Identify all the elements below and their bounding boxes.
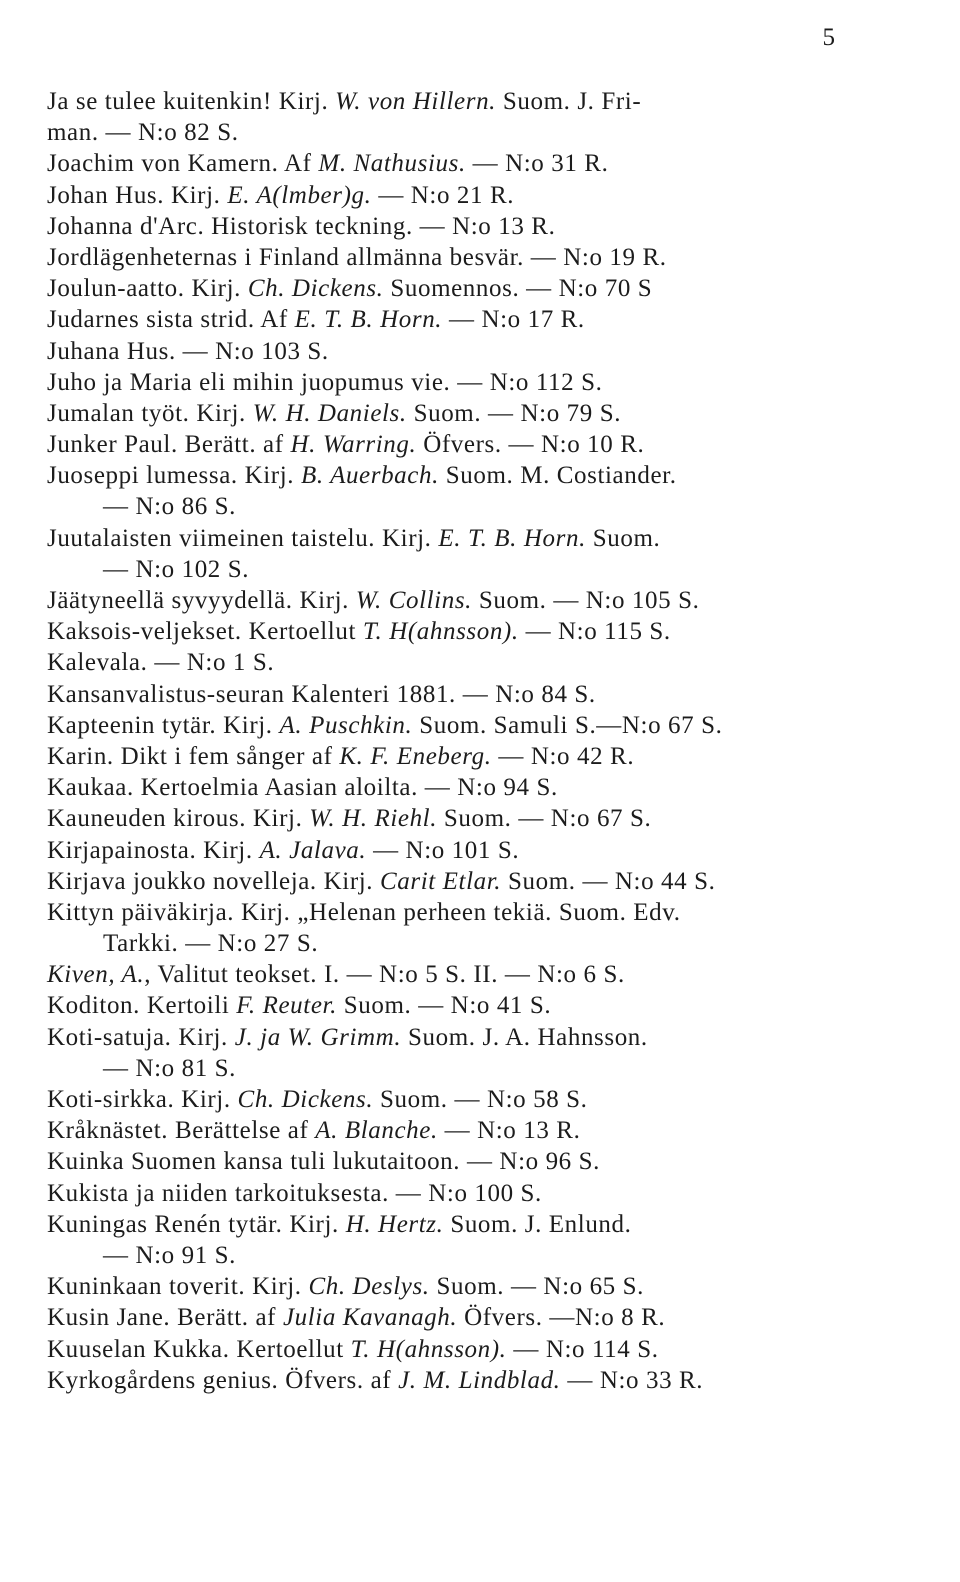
entry-segment: Kråknästet. Berättelse af xyxy=(47,1117,316,1145)
author-name-italic: Julia Kavanagh. xyxy=(282,1304,458,1332)
entry-text xyxy=(47,1209,631,1240)
entry-text xyxy=(47,460,677,491)
entry-segment: — N:o 17 R. xyxy=(442,306,585,334)
entry-segment: Jäätyneellä syvyydellä. Kirj. xyxy=(47,587,356,614)
author-name-italic: T. H(ahnsson). xyxy=(350,1335,507,1363)
entry-text xyxy=(47,835,519,866)
entry-segment: Karin. Dikt i fem sånger af xyxy=(47,742,340,770)
index-entry-line xyxy=(47,117,867,148)
index-entry-line xyxy=(47,1084,867,1115)
entry-segment: Joachim von Kamern. Af xyxy=(47,150,319,178)
entry-segment: Koditon. Kertoili xyxy=(47,992,237,1020)
entry-segment: — N:o 42 R. xyxy=(491,742,635,770)
entry-segment: Kuninkaan toverit. Kirj. xyxy=(47,1273,309,1301)
entry-text xyxy=(47,1334,659,1365)
entry-segment: — N:o 91 S. xyxy=(103,1241,237,1269)
index-entry-line xyxy=(47,273,867,304)
author-name-italic: A. Puschkin. xyxy=(279,711,413,739)
entry-text xyxy=(47,710,722,741)
entry-text xyxy=(103,928,318,959)
entry-segment: Kaukaa. Kertoelmia Aasian aloilta. — N:o 94 S. xyxy=(47,774,558,802)
entry-text xyxy=(103,491,236,522)
index-entry-line xyxy=(47,180,867,211)
entry-text xyxy=(47,1178,542,1209)
entry-segment: Johan Hus. Kirj. xyxy=(47,181,228,209)
index-entry-line xyxy=(47,616,867,647)
entry-segment: Johanna d'Arc. Historisk teckning. — N:o 13 R. xyxy=(47,212,556,240)
index-entry-line xyxy=(47,1302,867,1333)
entry-segment: Suom. — N:o 44 S. xyxy=(501,867,716,895)
index-entry-line xyxy=(47,741,867,772)
author-name-italic: Ch. Dickens. xyxy=(247,275,384,303)
entry-text xyxy=(47,304,585,335)
index-entry-line xyxy=(47,86,867,117)
entry-segment: Suom. J. Fri- xyxy=(496,88,642,115)
author-name-italic: M. Nathusius. xyxy=(318,150,466,178)
entry-segment: Kapteenin tytär. Kirj. xyxy=(47,711,280,739)
entry-segment: Kukista ja niiden tarkoituksesta. — N:o 100 S. xyxy=(47,1179,542,1207)
entry-segment: Koti-satuja. Kirj. xyxy=(47,1023,235,1051)
author-name-italic: B. Auerbach. xyxy=(300,462,439,490)
author-name-italic: F. Reuter. xyxy=(236,992,337,1020)
entry-segment: Öfvers. —N:o 8 R. xyxy=(457,1304,666,1332)
entry-text xyxy=(47,1084,588,1115)
author-name-italic: J. ja W. Grimm. xyxy=(234,1023,402,1051)
index-entry-line xyxy=(47,398,867,429)
entry-text xyxy=(103,1240,236,1271)
author-name-italic: W. Collins. xyxy=(355,587,473,614)
entry-segment: — N:o 114 S. xyxy=(506,1335,659,1363)
entry-segment: — N:o 13 R. xyxy=(437,1117,581,1145)
author-name-italic: E. T. B. Horn. xyxy=(438,524,586,552)
entry-text xyxy=(47,772,558,803)
entry-text xyxy=(47,1146,600,1177)
entry-segment: Tarkki. — N:o 27 S. xyxy=(103,930,319,958)
title-index-list xyxy=(47,86,867,1396)
entry-segment: Kirjapainosta. Kirj. xyxy=(47,836,260,864)
entry-text xyxy=(47,180,514,211)
entry-segment: — N:o 86 S. xyxy=(103,493,237,521)
entry-segment: Joulun-aatto. Kirj. xyxy=(47,275,248,303)
entry-text xyxy=(47,585,699,616)
author-name-italic: H. Hertz. xyxy=(345,1210,444,1238)
entry-segment: Suom. Samuli S.—N:o 67 S. xyxy=(412,711,723,739)
entry-text xyxy=(47,1271,644,1302)
index-entry-line xyxy=(47,1209,867,1240)
entry-text xyxy=(47,679,596,710)
index-entry-continuation xyxy=(47,554,867,585)
entry-segment: Kyrkogårdens genius. Öfvers. af xyxy=(47,1366,399,1394)
entry-segment: Kusin Jane. Berätt. af xyxy=(47,1304,283,1332)
entry-segment: Kuningas Renén tytär. Kirj. xyxy=(47,1210,346,1238)
index-entry-continuation xyxy=(47,491,867,522)
author-name-italic: Ch. Deslys. xyxy=(308,1273,430,1301)
author-name-italic: Carit Etlar. xyxy=(380,867,502,895)
index-entry-line xyxy=(47,772,867,803)
entry-segment: — N:o 115 S. xyxy=(518,618,671,646)
entry-segment: — N:o 102 S. xyxy=(103,555,250,583)
index-entry-line xyxy=(47,336,867,367)
entry-text xyxy=(47,1302,665,1333)
entry-text xyxy=(47,1115,580,1146)
author-name-italic: K. F. Eneberg. xyxy=(339,742,492,770)
entry-segment: Suom. — N:o 65 S. xyxy=(429,1273,644,1301)
entry-segment: Koti-sirkka. Kirj. xyxy=(47,1086,238,1113)
entry-segment: Suom. xyxy=(585,524,661,552)
entry-segment: — N:o 81 S. xyxy=(103,1054,237,1082)
entry-text xyxy=(47,1365,703,1396)
index-entry-line xyxy=(47,429,867,460)
entry-segment: Jordlägenheternas i Finland allmänna besvär. — N:o 19 R. xyxy=(47,243,667,271)
index-entry-line xyxy=(47,1365,867,1396)
index-entry-line xyxy=(47,148,867,179)
entry-text xyxy=(47,117,239,148)
entry-segment: Juhana Hus. — N:o 103 S. xyxy=(47,337,329,365)
entry-segment: Kansanvalistus-seuran Kalenteri 1881. — N:o 84 S. xyxy=(47,680,596,708)
author-name-italic: Ch. Dickens. xyxy=(237,1086,374,1113)
entry-text xyxy=(47,959,625,990)
author-name-italic: W. von Hillern. xyxy=(335,88,497,115)
entry-segment: Öfvers. — N:o 10 R. xyxy=(416,431,645,459)
author-name-italic: J. M. Lindblad. xyxy=(398,1366,561,1394)
index-entry-line xyxy=(47,897,867,928)
author-name-italic: Kiven, A. xyxy=(47,961,145,989)
index-entry-line xyxy=(47,304,867,335)
entry-segment: Suom. — N:o 79 S. xyxy=(406,399,622,427)
entry-text xyxy=(47,367,602,398)
author-name-italic: W. H. Daniels. xyxy=(252,399,407,427)
entry-text xyxy=(47,803,651,834)
entry-segment: Kalevala. — N:o 1 S. xyxy=(47,649,275,677)
entry-segment: Kaksois-veljekset. Kertoellut xyxy=(47,618,363,646)
index-entry-line xyxy=(47,803,867,834)
entry-text xyxy=(47,1022,648,1053)
index-entry-line xyxy=(47,585,867,616)
entry-segment: , Valitut teokset. I. — N:o 5 S. II. — N:o 6 S. xyxy=(144,961,625,989)
index-entry-line xyxy=(47,710,867,741)
author-name-italic: H. Warring. xyxy=(290,431,417,459)
entry-segment: Jumalan työt. Kirj. xyxy=(47,399,253,427)
entry-segment: Kauneuden kirous. Kirj. xyxy=(47,805,310,833)
entry-segment: Suom. — N:o 67 S. xyxy=(437,805,652,833)
entry-text xyxy=(47,866,715,897)
index-entry-continuation xyxy=(47,1240,867,1271)
index-entry-line xyxy=(47,990,867,1021)
author-name-italic: E. A(lmber)g. xyxy=(227,181,372,209)
author-name-italic: W. H. Riehl. xyxy=(309,805,438,833)
author-name-italic: E. T. B. Horn. xyxy=(294,306,443,334)
entry-segment: Judarnes sista strid. Af xyxy=(47,306,295,334)
entry-segment: — N:o 101 S. xyxy=(366,836,520,864)
entry-text xyxy=(47,398,621,429)
entry-segment: Suom. J. A. Hahnsson. xyxy=(401,1023,648,1051)
entry-segment: Juoseppi lumessa. Kirj. xyxy=(47,462,301,490)
entry-segment: Kuinka Suomen kansa tuli lukutaitoon. — N:o 96 S. xyxy=(47,1148,600,1176)
index-entry-line xyxy=(47,1146,867,1177)
author-name-italic: T. H(ahnsson). xyxy=(362,618,519,646)
entry-segment: Kirjava joukko novelleja. Kirj. xyxy=(47,867,381,895)
entry-text xyxy=(103,1053,236,1084)
entry-text xyxy=(47,897,681,928)
entry-segment: Kuuselan Kukka. Kertoellut xyxy=(47,1335,351,1363)
index-entry-line xyxy=(47,242,867,273)
entry-text xyxy=(47,336,329,367)
entry-text xyxy=(47,990,551,1021)
index-entry-continuation xyxy=(47,928,867,959)
index-entry-line xyxy=(47,211,867,242)
entry-segment: Kittyn päiväkirja. Kirj. „Helenan perheen tekiä. Suom. Edv. xyxy=(47,898,681,926)
index-entry-line xyxy=(47,1178,867,1209)
index-entry-line xyxy=(47,367,867,398)
entry-segment: Juutalaisten viimeinen taistelu. Kirj. xyxy=(47,524,439,552)
index-entry-line xyxy=(47,1271,867,1302)
index-entry-line xyxy=(47,835,867,866)
index-entry-line xyxy=(47,1022,867,1053)
entry-segment: Suomennos. — N:o 70 S xyxy=(383,275,653,303)
entry-segment: Suom. — N:o 41 S. xyxy=(336,992,552,1020)
index-entry-line xyxy=(47,866,867,897)
author-name-italic: A. Blanche. xyxy=(315,1117,438,1145)
index-entry-continuation xyxy=(47,1053,867,1084)
index-entry-line xyxy=(47,679,867,710)
entry-segment: — N:o 31 R. xyxy=(465,150,609,178)
entry-text xyxy=(47,148,608,179)
entry-text xyxy=(47,647,274,678)
index-entry-line xyxy=(47,460,867,491)
entry-text xyxy=(47,429,644,460)
entry-text xyxy=(47,616,671,647)
entry-segment: man. — N:o 82 S. xyxy=(47,119,239,147)
entry-segment: — N:o 21 R. xyxy=(371,181,515,209)
author-name-italic: A. Jalava. xyxy=(259,836,367,864)
entry-text xyxy=(47,273,652,304)
entry-text xyxy=(103,554,249,585)
entry-segment: Ja se tulee kuitenkin! Kirj. xyxy=(47,88,336,115)
page-number: 5 xyxy=(822,24,836,51)
entry-segment: Suom. J. Enlund. xyxy=(443,1210,632,1238)
entry-text xyxy=(47,86,641,117)
entry-segment: Juho ja Maria eli mihin juopumus vie. — N:o 112 S. xyxy=(47,368,603,396)
index-entry-line xyxy=(47,647,867,678)
index-entry-line xyxy=(47,959,867,990)
entry-segment: Suom. — N:o 58 S. xyxy=(373,1086,588,1113)
index-entry-line xyxy=(47,1334,867,1365)
entry-text xyxy=(47,211,555,242)
index-entry-line xyxy=(47,1115,867,1146)
entry-text xyxy=(47,741,634,772)
entry-segment: Suom. — N:o 105 S. xyxy=(472,587,700,614)
entry-segment: — N:o 33 R. xyxy=(560,1366,704,1394)
entry-segment: Junker Paul. Berätt. af xyxy=(47,431,291,459)
entry-text xyxy=(47,242,667,273)
entry-segment: Suom. M. Costiander. xyxy=(438,462,677,490)
entry-text xyxy=(47,523,660,554)
index-entry-line xyxy=(47,523,867,554)
